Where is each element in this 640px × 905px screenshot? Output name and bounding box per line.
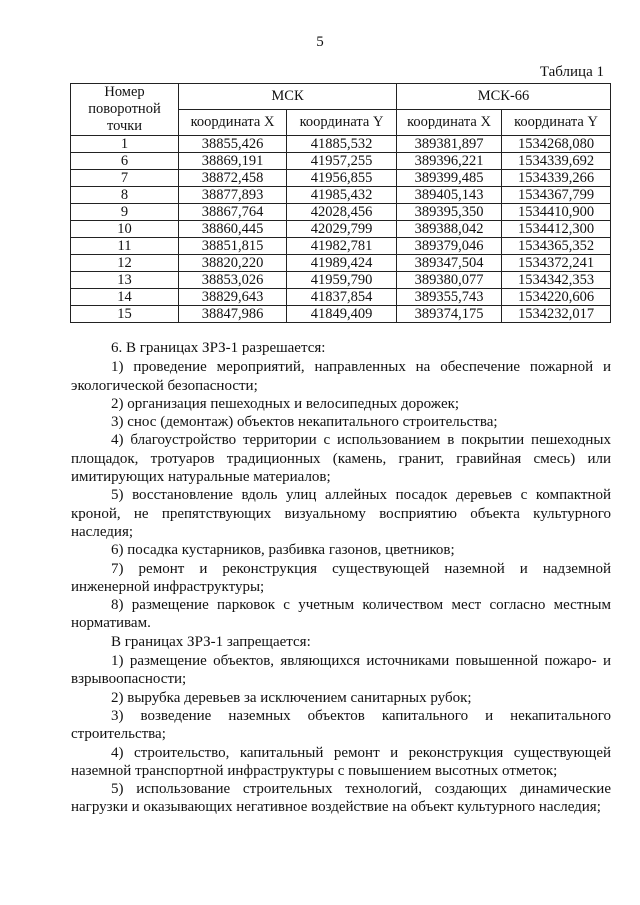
- table-cell: 38847,986: [179, 306, 287, 323]
- table-cell: 389374,175: [397, 306, 502, 323]
- page-number: 5: [316, 34, 324, 50]
- table-cell: 38869,191: [179, 153, 287, 170]
- table-cell: 41885,532: [287, 136, 397, 153]
- table-cell: 8: [71, 187, 179, 204]
- table-cell: 12: [71, 255, 179, 272]
- list-item: 5) использование строительных технологий, создающих динамические нагрузки и оказывающих негативное воздействие на объект культурного наследия;: [71, 781, 611, 816]
- forbidden-heading: В границах ЗРЗ-1 запрещается:: [111, 633, 311, 650]
- list-item: 1) проведение мероприятий, направленных на обеспечение пожарной и экологической безопасности;: [71, 359, 611, 394]
- allowed-heading: 6. В границах ЗРЗ-1 разрешается:: [111, 340, 326, 356]
- table-caption: Таблица 1: [539, 64, 604, 80]
- table-row: [71, 221, 611, 238]
- table-cell: 10: [71, 221, 179, 238]
- table-cell: 1534339,692: [502, 153, 611, 170]
- table-cell: 7: [71, 170, 179, 187]
- list-item: 1) размещение объектов, являющихся источниками повышенной пожаро- и взрывоопасности;: [71, 653, 611, 688]
- table-cell: 38820,220: [179, 255, 287, 272]
- table-cell: 11: [71, 238, 179, 255]
- table-cell: 38851,815: [179, 238, 287, 255]
- table-cell: 389347,504: [397, 255, 502, 272]
- table-row: [71, 306, 611, 323]
- coordinates-table: [70, 83, 611, 323]
- table-cell: 41959,790: [287, 272, 397, 289]
- table-cell: 1534232,017: [502, 306, 611, 323]
- table-cell: 6: [71, 153, 179, 170]
- list-item: 2) вырубка деревьев за исключением санитарных рубок;: [111, 689, 472, 706]
- table-cell: 1534367,799: [502, 187, 611, 204]
- table-cell: 41985,432: [287, 187, 397, 204]
- list-item: 4) благоустройство территории с использованием в покрытии пешеходных площадок, тротуаров традиционных (камень, гранит, гравийная смесь) или имитирующих натуральные материалов;: [71, 432, 611, 486]
- list-item: 8) размещение парковок с учетным количеством мест согласно местным нормативам.: [71, 597, 611, 632]
- header-msk-x: координата X: [179, 110, 287, 136]
- table-cell: 1534410,900: [502, 204, 611, 221]
- table-cell: 41837,854: [287, 289, 397, 306]
- table-cell: 389396,221: [397, 153, 502, 170]
- table-cell: 41849,409: [287, 306, 397, 323]
- table-cell: 1534342,353: [502, 272, 611, 289]
- table-cell: 9: [71, 204, 179, 221]
- table-row: [71, 204, 611, 221]
- table-cell: 42028,456: [287, 204, 397, 221]
- document-body: [71, 339, 611, 817]
- table-cell: 38853,026: [179, 272, 287, 289]
- table-cell: 1534412,300: [502, 221, 611, 238]
- table-cell: 389355,743: [397, 289, 502, 306]
- table-cell: 389379,046: [397, 238, 502, 255]
- table-cell: 389395,350: [397, 204, 502, 221]
- header-msk66-x: координата X: [397, 110, 502, 136]
- list-item: 4) строительство, капитальный ремонт и реконструкция существующей наземной транспортной инфраструктуры с повышением высотных отметок;: [71, 744, 611, 779]
- table-cell: 1: [71, 136, 179, 153]
- header-group-msk: МСК: [179, 84, 397, 110]
- table-cell: 14: [71, 289, 179, 306]
- table-cell: 38829,643: [179, 289, 287, 306]
- table-cell: 41989,424: [287, 255, 397, 272]
- table-cell: 42029,799: [287, 221, 397, 238]
- table-cell: 41956,855: [287, 170, 397, 187]
- table-cell: 1534365,352: [502, 238, 611, 255]
- table-cell: 389399,485: [397, 170, 502, 187]
- table-cell: 41982,781: [287, 238, 397, 255]
- table-cell: 389388,042: [397, 221, 502, 238]
- table-cell: 389381,897: [397, 136, 502, 153]
- table-cell: 38877,893: [179, 187, 287, 204]
- header-msk-y: координата Y: [287, 110, 397, 136]
- table-cell: 38872,458: [179, 170, 287, 187]
- table-row: [71, 272, 611, 289]
- table-row: [71, 289, 611, 306]
- header-msk66-y: координата Y: [502, 110, 611, 136]
- list-item: 6) посадка кустарников, разбивка газонов, цветников;: [111, 542, 455, 559]
- table-cell: 1534220,606: [502, 289, 611, 306]
- table-row: [71, 153, 611, 170]
- forbidden-list: [71, 652, 611, 817]
- header-group-msk66: МСК-66: [397, 84, 611, 110]
- list-item: 5) восстановление вдоль улиц аллейных посадок деревьев с компактной кроной, не препятствующих визуальному восприятию объекта культурного наследия;: [71, 487, 611, 540]
- list-item: 3) возведение наземных объектов капитального и некапитального строительства;: [71, 707, 611, 743]
- table-cell: 15: [71, 306, 179, 323]
- table-row: [71, 238, 611, 255]
- table-cell: 1534339,266: [502, 170, 611, 187]
- table-cell: 41957,255: [287, 153, 397, 170]
- table-cell: 38855,426: [179, 136, 287, 153]
- table-cell: 1534372,241: [502, 255, 611, 272]
- table-row: [71, 187, 611, 204]
- table-row: [71, 255, 611, 272]
- table-cell: 389405,143: [397, 187, 502, 204]
- table-cell: 13: [71, 272, 179, 289]
- table-cell: 38867,764: [179, 204, 287, 221]
- table-cell: 38860,445: [179, 221, 287, 238]
- list-item: 3) снос (демонтаж) объектов некапитального строительства;: [111, 414, 498, 431]
- table-cell: 389380,077: [397, 272, 502, 289]
- list-item: 7) ремонт и реконструкция существующей наземной и надземной инженерной инфраструктуры;: [71, 560, 611, 595]
- list-item: 2) организация пешеходных и велосипедных дорожек;: [111, 395, 460, 412]
- table-row: [71, 170, 611, 187]
- table-row: [71, 136, 611, 153]
- table-cell: 1534268,080: [502, 136, 611, 153]
- allowed-list: [71, 358, 611, 632]
- header-point-number: Номер поворотной точки: [71, 84, 179, 136]
